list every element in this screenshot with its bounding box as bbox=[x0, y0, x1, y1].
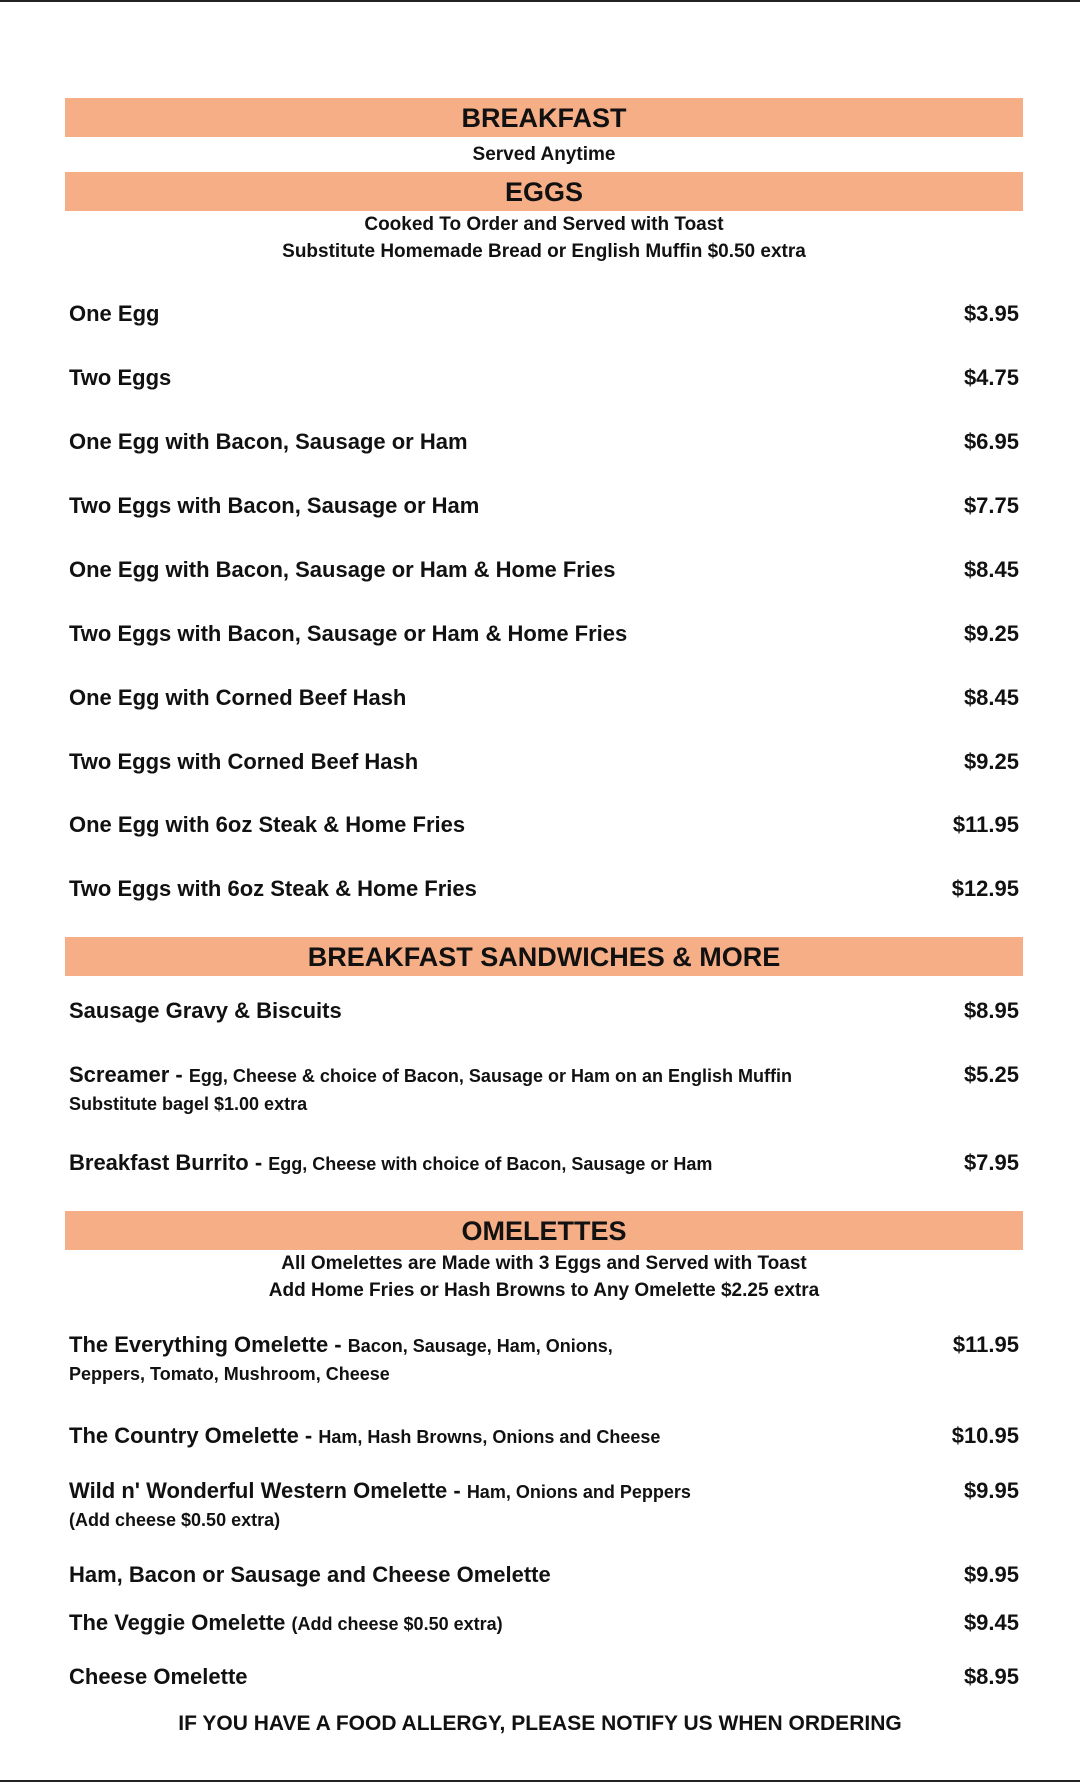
item-name: Two Eggs with Bacon, Sausage or Ham bbox=[69, 493, 480, 518]
item-price: $9.95 bbox=[963, 1562, 1019, 1587]
item-price: $9.95 bbox=[963, 1478, 1019, 1503]
menu-item bbox=[69, 812, 1019, 838]
eggs-note-substitute: Substitute Homemade Bread or English Muffin $0.50 extra bbox=[282, 241, 806, 262]
item-name: Ham, Bacon or Sausage and Cheese Omelette bbox=[69, 1562, 551, 1587]
eggs-header: EGGS bbox=[65, 172, 1023, 211]
item-note: Peppers, Tomato, Mushroom, Cheese bbox=[69, 1364, 390, 1384]
menu-item bbox=[69, 429, 1019, 455]
item-name: One Egg with Bacon, Sausage or Ham & Home Fries bbox=[69, 557, 616, 582]
item-name: The Country Omelette - bbox=[69, 1423, 319, 1448]
item-price: $9.45 bbox=[963, 1610, 1019, 1635]
breakfast-header: BREAKFAST bbox=[65, 98, 1023, 137]
item-name: Two Eggs with Bacon, Sausage or Ham & Home Fries bbox=[69, 621, 628, 646]
menu-item bbox=[69, 749, 1019, 775]
menu-item bbox=[69, 1332, 1019, 1385]
item-name: Screamer - bbox=[69, 1062, 189, 1087]
item-name: Two Eggs bbox=[69, 365, 172, 390]
item-name: Breakfast Burrito - bbox=[69, 1150, 269, 1175]
omelettes-note-addon: Add Home Fries or Hash Browns to Any Omelette $2.25 extra bbox=[268, 1280, 820, 1301]
item-description: (Add cheese $0.50 extra) bbox=[291, 1614, 503, 1634]
item-description: Ham, Hash Browns, Onions and Cheese bbox=[318, 1427, 661, 1447]
sandwiches-header: BREAKFAST SANDWICHES & MORE bbox=[65, 937, 1023, 976]
menu-item bbox=[69, 998, 1019, 1024]
item-price: $9.25 bbox=[963, 621, 1019, 646]
eggs-note-toast: Cooked To Order and Served with Toast bbox=[364, 214, 724, 235]
item-name: The Veggie Omelette bbox=[69, 1610, 292, 1635]
top-border bbox=[0, 0, 1080, 2]
item-note: (Add cheese $0.50 extra) bbox=[69, 1510, 281, 1530]
item-price: $8.45 bbox=[963, 557, 1019, 582]
item-price: $8.95 bbox=[963, 1664, 1019, 1689]
item-name: One Egg with Corned Beef Hash bbox=[69, 685, 407, 710]
menu-item bbox=[69, 365, 1019, 391]
item-price: $4.75 bbox=[963, 365, 1019, 390]
item-description: Egg, Cheese with choice of Bacon, Sausage or Ham bbox=[268, 1154, 713, 1174]
menu-item bbox=[69, 1610, 1019, 1636]
item-price: $8.95 bbox=[963, 998, 1019, 1023]
item-name: One Egg with 6oz Steak & Home Fries bbox=[69, 812, 466, 837]
menu-item bbox=[69, 1062, 1019, 1115]
menu-item bbox=[69, 685, 1019, 711]
item-description: Bacon, Sausage, Ham, Onions, bbox=[347, 1336, 613, 1356]
item-price: $12.95 bbox=[951, 876, 1019, 901]
item-price: $11.95 bbox=[952, 812, 1019, 837]
item-price: $11.95 bbox=[952, 1332, 1019, 1357]
menu-item bbox=[69, 1664, 1019, 1690]
menu-item bbox=[69, 1478, 1019, 1531]
menu-item bbox=[69, 557, 1019, 583]
menu-item bbox=[69, 1562, 1019, 1588]
item-price: $5.25 bbox=[963, 1062, 1019, 1087]
item-price: $6.95 bbox=[963, 429, 1019, 454]
item-description: Ham, Onions and Peppers bbox=[466, 1482, 691, 1502]
item-price: $7.75 bbox=[963, 493, 1019, 518]
menu-item bbox=[69, 301, 1019, 327]
item-name: One Egg with Bacon, Sausage or Ham bbox=[69, 429, 468, 454]
item-name: Wild n' Wonderful Western Omelette - bbox=[69, 1478, 467, 1503]
item-name: Two Eggs with 6oz Steak & Home Fries bbox=[69, 876, 477, 901]
menu-item bbox=[69, 876, 1019, 902]
menu-item bbox=[69, 1150, 1019, 1176]
omelettes-header: OMELETTES bbox=[65, 1211, 1023, 1250]
item-price: $8.45 bbox=[963, 685, 1019, 710]
item-name: Two Eggs with Corned Beef Hash bbox=[69, 749, 419, 774]
menu-item bbox=[69, 493, 1019, 519]
bottom-border bbox=[0, 1780, 1080, 1782]
menu-item bbox=[69, 1423, 1019, 1449]
item-name: Sausage Gravy & Biscuits bbox=[69, 998, 342, 1023]
menu-item bbox=[69, 621, 1019, 647]
item-price: $10.95 bbox=[951, 1423, 1019, 1448]
item-price: $3.95 bbox=[963, 301, 1019, 326]
omelettes-note-eggs: All Omelettes are Made with 3 Eggs and Served with Toast bbox=[281, 1253, 807, 1274]
served-anytime-note: Served Anytime bbox=[472, 144, 616, 165]
allergy-notice: IF YOU HAVE A FOOD ALLERGY, PLEASE NOTIFY US WHEN ORDERING bbox=[178, 1712, 902, 1735]
item-description: Egg, Cheese & choice of Bacon, Sausage or Ham on an English Muffin bbox=[188, 1066, 792, 1086]
item-price: $9.25 bbox=[963, 749, 1019, 774]
item-price: $7.95 bbox=[963, 1150, 1019, 1175]
item-name: One Egg bbox=[69, 301, 160, 326]
item-note: Substitute bagel $1.00 extra bbox=[69, 1094, 308, 1114]
item-name: Cheese Omelette bbox=[69, 1664, 248, 1689]
item-name: The Everything Omelette - bbox=[69, 1332, 348, 1357]
